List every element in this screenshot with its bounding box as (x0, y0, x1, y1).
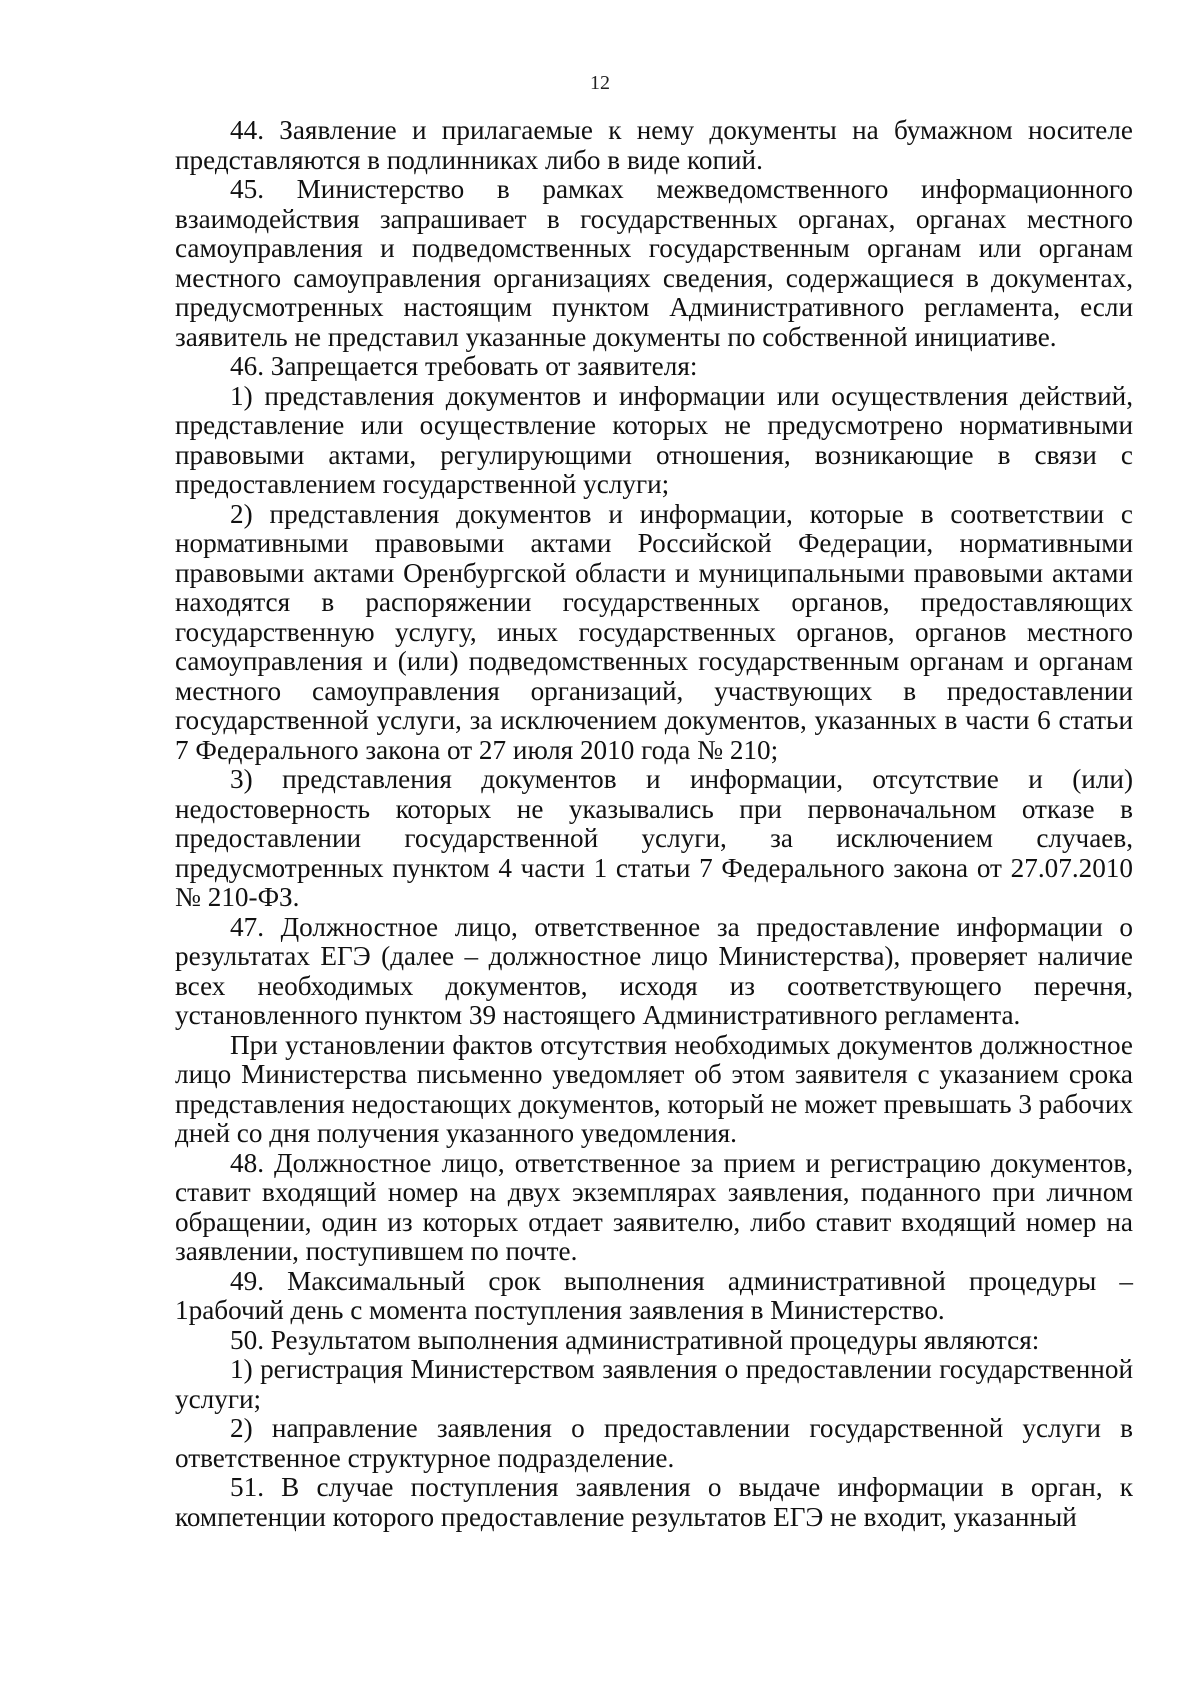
paragraph-46: 46. Запрещается требовать от заявителя: (230, 351, 698, 381)
paragraph-46-item-3: 3) представления документов и информации, отсутствие и (или) недостоверность которых не указывались при первоначальном отказе в предоставлении государственной услуги, за исключением случаев, предусмотренных пунктом 4 части 1 статьи 7 Федерального закона от 27.07.2010 № 210-ФЗ. (175, 764, 1133, 912)
document-body (175, 116, 1133, 1532)
paragraph-51: 51. В случае поступления заявления о выдаче информации в орган, к компетенции которого предоставление результатов ЕГЭ не входит, указанный (175, 1472, 1133, 1532)
paragraph-46-item-1: 1) представления документов и информации или осуществления действий, представление или осуществление которых не предусмотрено нормативными правовыми актами, регулирующими отношения, возникающие в связи с предоставлением государственной услуги; (175, 380, 1133, 499)
paragraph-50: 50. Результатом выполнения административной процедуры являются: (230, 1324, 1040, 1355)
page-number: 12 (590, 72, 610, 94)
paragraph-46-item-2: 2) представления документов и информации, которые в соответствии с нормативными правовыми актами Российской Федерации, нормативными правовыми актами Оренбургской области и муниципальными правовыми актами находятся в распоряжении государственных органов, предоставляющих государственную услугу, иных государственных органов, органов местного самоуправления и (или) подведомственных государственным органам и органам местного самоуправления организаций, участвующих в предоставлении государственной услуги, за исключением документов, указанных в части 6 статьи 7 Федерального закона от 27 июля 2010 года № 210; (175, 498, 1133, 765)
paragraph-50-item-1: 1) регистрация Министерством заявления о предоставлении государственной услуги; (175, 1354, 1133, 1414)
paragraph-47-continued: При установлении фактов отсутствия необходимых документов должностное лицо Министерства письменно уведомляет об этом заявителя с указанием срока представления недостающих документов, который не может превышать 3 рабочих дней со дня получения указанного уведомления. (175, 1029, 1133, 1148)
paragraph-44: 44. Заявление и прилагаемые к нему документы на бумажном носителе представляются в подлинниках либо в виде копий. (175, 115, 1133, 175)
paragraph-49: 49. Максимальный срок выполнения административной процедуры – 1рабочий день с момента поступления заявления в Министерство. (175, 1265, 1133, 1325)
paragraph-48: 48. Должностное лицо, ответственное за прием и регистрацию документов, ставит входящий номер на двух экземплярах заявления, поданного при личном обращении, один из которых отдает заявителю, либо ставит входящий номер на заявлении, поступившем по почте. (175, 1147, 1133, 1266)
paragraph-45: 45. Министерство в рамках межведомственного информационного взаимодействия запрашивает в государственных органах, органах местного самоуправления и подведомственных государственным органам или органам местного самоуправления организациях сведения, содержащиеся в документах, предусмотренных настоящим пунктом Административного регламента, если заявитель не представил указанные документы по собственной инициативе. (175, 174, 1133, 352)
paragraph-50-item-2: 2) направление заявления о предоставлении государственной услуги в ответственное структурное подразделение. (175, 1413, 1133, 1473)
paragraph-47: 47. Должностное лицо, ответственное за предоставление информации о результатах ЕГЭ (далее – должностное лицо Министерства), проверяет наличие всех необходимых документов, исходя из соответствующего перечня, установленного пунктом 39 настоящего Административного регламента. (175, 911, 1133, 1030)
